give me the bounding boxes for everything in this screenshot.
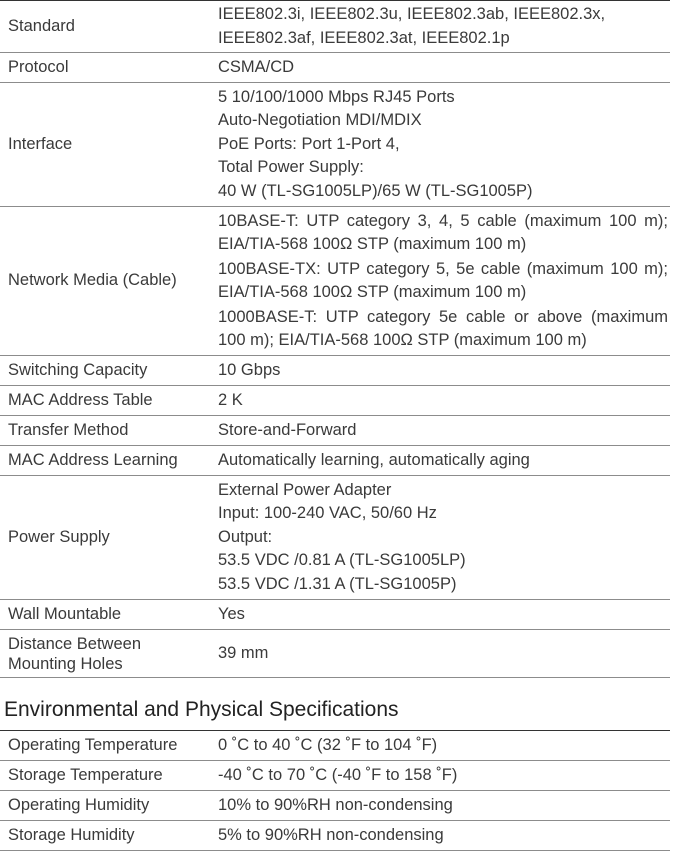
- cable-spec-10base-t: 10BASE-T: UTP category 3, 4, 5 cable (maximum 100 m); EIA/TIA-568 100Ω STP (maximum 100 m): [218, 211, 668, 253]
- spec-row-switching-capacity: [0, 356, 670, 386]
- spec-label: Transfer Method: [0, 416, 210, 446]
- spec-label: Switching Capacity: [0, 356, 210, 386]
- spec-value: 39 mm: [210, 630, 670, 678]
- spec-row-standard: [0, 1, 670, 53]
- spec-value-line: Total Power Supply:: [218, 158, 364, 177]
- spec-row-power-supply: [0, 476, 670, 600]
- spec-row-mac-learning: [0, 446, 670, 476]
- spec-row-operating-temperature: [0, 731, 670, 761]
- spec-value: -40 ˚C to 70 ˚C (-40 ˚F to 158 ˚F): [210, 761, 670, 791]
- spec-value-line: External Power Adapter: [218, 480, 392, 499]
- spec-value: 5% to 90%RH non-condensing: [210, 821, 670, 851]
- spec-row-mac-table: [0, 386, 670, 416]
- spec-value: Yes: [210, 600, 670, 630]
- spec-row-hole-distance: [0, 630, 670, 678]
- spec-value-line: Auto-Negotiation MDI/MDIX: [218, 111, 422, 130]
- spec-label-line: Mounting Holes: [8, 654, 123, 673]
- spec-row-storage-humidity: [0, 821, 670, 851]
- spec-value-line: 53.5 VDC /0.81 A (TL-SG1005LP): [218, 551, 466, 570]
- spec-value: 0 ˚C to 40 ˚C (32 ˚F to 104 ˚F): [210, 731, 670, 761]
- environmental-spec-table: [0, 730, 670, 851]
- spec-value: Store-and-Forward: [210, 416, 670, 446]
- spec-label: Operating Humidity: [0, 791, 210, 821]
- spec-label: [0, 630, 210, 678]
- spec-value: [210, 83, 670, 207]
- spec-label: Standard: [0, 1, 210, 53]
- spec-value: CSMA/CD: [210, 53, 670, 83]
- spec-value-line: 40 W (TL-SG1005LP)/65 W (TL-SG1005P): [218, 181, 533, 200]
- spec-label: Network Media (Cable): [0, 207, 210, 356]
- spec-value: 2 K: [210, 386, 670, 416]
- spec-value-line: 53.5 VDC /1.31 A (TL-SG1005P): [218, 574, 457, 593]
- spec-row-protocol: [0, 53, 670, 83]
- spec-label: Wall Mountable: [0, 600, 210, 630]
- spec-row-operating-humidity: [0, 791, 670, 821]
- spec-value: [210, 207, 670, 356]
- spec-label: Power Supply: [0, 476, 210, 600]
- spec-value-line: Output:: [218, 527, 273, 546]
- spec-value-line: PoE Ports: Port 1-Port 4,: [218, 134, 400, 153]
- spec-value-line: IEEE802.3af, IEEE802.3at, IEEE802.1p: [218, 28, 510, 47]
- cable-spec-1000base-t: 1000BASE-T: UTP category 5e cable or above (maximum 100 m); EIA/TIA-568 100Ω STP (maximum 100 m): [218, 307, 668, 349]
- spec-value-line: IEEE802.3i, IEEE802.3u, IEEE802.3ab, IEEE802.3x,: [218, 5, 606, 23]
- cable-spec-100base-tx: 100BASE-TX: UTP category 5, 5e cable (maximum 100 m); EIA/TIA-568 100Ω STP (maximum 100 m): [218, 259, 668, 301]
- spec-row-interface: [0, 83, 670, 207]
- spec-value: [210, 476, 670, 600]
- spec-label: MAC Address Learning: [0, 446, 210, 476]
- spec-label: Storage Humidity: [0, 821, 210, 851]
- spec-value: Automatically learning, automatically aging: [210, 446, 670, 476]
- spec-row-network-media: [0, 207, 670, 356]
- spec-label: Protocol: [0, 53, 210, 83]
- spec-label: Interface: [0, 83, 210, 207]
- spec-value: [210, 1, 670, 53]
- spec-label: Storage Temperature: [0, 761, 210, 791]
- spec-value-line: 5 10/100/1000 Mbps RJ45 Ports: [218, 87, 455, 106]
- section-title: Environmental and Physical Specifications: [4, 698, 399, 721]
- spec-label: Operating Temperature: [0, 731, 210, 761]
- spec-row-wall-mountable: [0, 600, 670, 630]
- spec-row-storage-temperature: [0, 761, 670, 791]
- spec-value: 10% to 90%RH non-condensing: [210, 791, 670, 821]
- spec-label-line: Distance Between: [8, 634, 141, 653]
- spec-row-transfer-method: [0, 416, 670, 446]
- spec-value: 10 Gbps: [210, 356, 670, 386]
- spec-value-line: Input: 100-240 VAC, 50/60 Hz: [218, 504, 437, 523]
- spec-label: MAC Address Table: [0, 386, 210, 416]
